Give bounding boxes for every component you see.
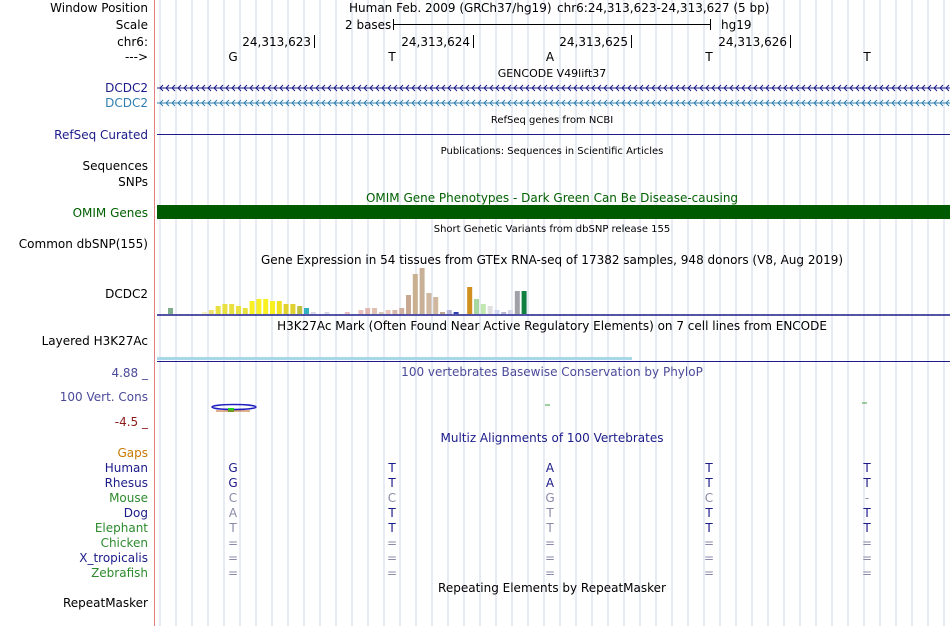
phylop-max: 4.88 _ <box>111 366 148 380</box>
aligned-base: = <box>227 536 239 550</box>
scale-db: hg19 <box>721 18 752 32</box>
aligned-base: T <box>863 476 871 490</box>
gencode-title: GENCODE V49lift37 <box>497 67 607 80</box>
assembly-text: Human Feb. 2009 (GRCh37/hg19) <box>349 1 552 15</box>
aligned-base: A <box>545 461 555 475</box>
gtex-label[interactable]: DCDC2 <box>105 287 148 301</box>
h3k27ac-title: H3K27Ac Mark (Often Found Near Active Regulatory Elements) on 7 cell lines from ENCODE <box>277 319 827 333</box>
h3k27ac-label[interactable]: Layered H3K27Ac <box>41 334 148 348</box>
aligned-base: T <box>863 506 871 520</box>
aligned-base: = <box>703 566 715 580</box>
aligned-base: T <box>546 521 554 535</box>
aligned-base: = <box>386 536 398 550</box>
phylop-title: 100 vertebrates Basewise Conservation by PhyloP <box>401 365 703 379</box>
aligned-base: = <box>861 551 873 565</box>
aligned-base: T <box>388 461 396 475</box>
aligned-base: T <box>388 506 396 520</box>
scale-label: Scale <box>115 18 148 32</box>
ruler-tick-label: 24,313,624 <box>401 35 470 49</box>
gene2-label[interactable]: DCDC2 <box>105 96 148 110</box>
gene1-label[interactable]: DCDC2 <box>105 81 148 95</box>
scale-text: 2 bases <box>345 18 392 32</box>
species-label[interactable]: Elephant <box>94 521 148 535</box>
repeat-label[interactable]: RepeatMasker <box>62 596 148 610</box>
aligned-base: = <box>544 566 556 580</box>
aligned-base: G <box>228 461 238 475</box>
aligned-base: T <box>705 476 713 490</box>
aligned-base: T <box>388 521 396 535</box>
multiz-title: Multiz Alignments of 100 Vertebrates <box>440 431 664 445</box>
aligned-base: = <box>861 536 873 550</box>
sequences-label[interactable]: Sequences <box>82 159 148 173</box>
aligned-base: T <box>705 521 713 535</box>
ruler-base: G <box>228 50 238 64</box>
snps-label[interactable]: SNPs <box>118 175 148 189</box>
ruler-base: A <box>545 50 555 64</box>
aligned-base: C <box>704 491 714 505</box>
species-label[interactable]: Dog <box>123 506 148 520</box>
aligned-base: = <box>703 551 715 565</box>
aligned-base: A <box>545 476 555 490</box>
aligned-base: T <box>229 521 237 535</box>
ruler-base: T <box>388 50 396 64</box>
aligned-base: = <box>544 536 556 550</box>
ruler-base: T <box>705 50 713 64</box>
aligned-base: = <box>703 536 715 550</box>
aligned-base: - <box>864 491 870 505</box>
refseq-title: RefSeq genes from NCBI <box>490 115 614 126</box>
pubs-title: Publications: Sequences in Scientific Articles <box>440 146 664 157</box>
omim-title: OMIM Gene Phenotypes - Dark Green Can Be Disease-causing <box>365 191 739 205</box>
aligned-base: = <box>227 551 239 565</box>
omim-label[interactable]: OMIM Genes <box>72 206 148 220</box>
ruler-tick-label: 24,313,626 <box>718 35 787 49</box>
aligned-base: T <box>863 521 871 535</box>
aligned-base: G <box>545 491 555 505</box>
species-label[interactable]: Rhesus <box>104 476 148 490</box>
ruler-base: T <box>863 50 871 64</box>
aligned-base: = <box>861 566 873 580</box>
aligned-base: T <box>388 476 396 490</box>
species-label[interactable]: Human <box>104 461 148 475</box>
window-position-label: Window Position <box>50 1 148 15</box>
species-label[interactable]: X_tropicalis <box>79 551 148 565</box>
aligned-base: T <box>546 506 554 520</box>
aligned-base: T <box>863 461 871 475</box>
position-text: chr6:24,313,623-24,313,627 (5 bp) <box>557 1 770 15</box>
aligned-base: C <box>387 491 397 505</box>
chrom-label: chr6: <box>117 35 148 49</box>
species-label[interactable]: Mouse <box>109 491 148 505</box>
ruler-tick-label: 24,313,623 <box>242 35 311 49</box>
aligned-base: = <box>386 566 398 580</box>
aligned-base: C <box>228 491 238 505</box>
refseq-label[interactable]: RefSeq Curated <box>54 128 148 142</box>
phylop-label[interactable]: 100 Vert. Cons <box>59 390 148 404</box>
aligned-base: = <box>386 551 398 565</box>
gtex-title: Gene Expression in 54 tissues from GTEx RNA-seq of 17382 samples, 948 donors (V8, Aug 2019) <box>260 253 844 267</box>
aligned-base: G <box>228 476 238 490</box>
species-label[interactable]: Zebrafish <box>91 566 148 580</box>
phylop-min: -4.5 _ <box>114 415 148 429</box>
aligned-base: = <box>544 551 556 565</box>
repeat-title: Repeating Elements by RepeatMasker <box>438 581 666 595</box>
aligned-base: T <box>705 461 713 475</box>
strand-label: ---> <box>124 50 148 64</box>
ruler-tick-label: 24,313,625 <box>559 35 628 49</box>
aligned-base: A <box>228 506 238 520</box>
species-label[interactable]: Chicken <box>100 536 148 550</box>
dbsnp-label[interactable]: Common dbSNP(155) <box>18 237 148 251</box>
dbsnp-title: Short Genetic Variants from dbSNP release 155 <box>433 224 671 235</box>
aligned-base: = <box>227 566 239 580</box>
gaps-label[interactable]: Gaps <box>117 446 148 460</box>
aligned-base: T <box>705 506 713 520</box>
